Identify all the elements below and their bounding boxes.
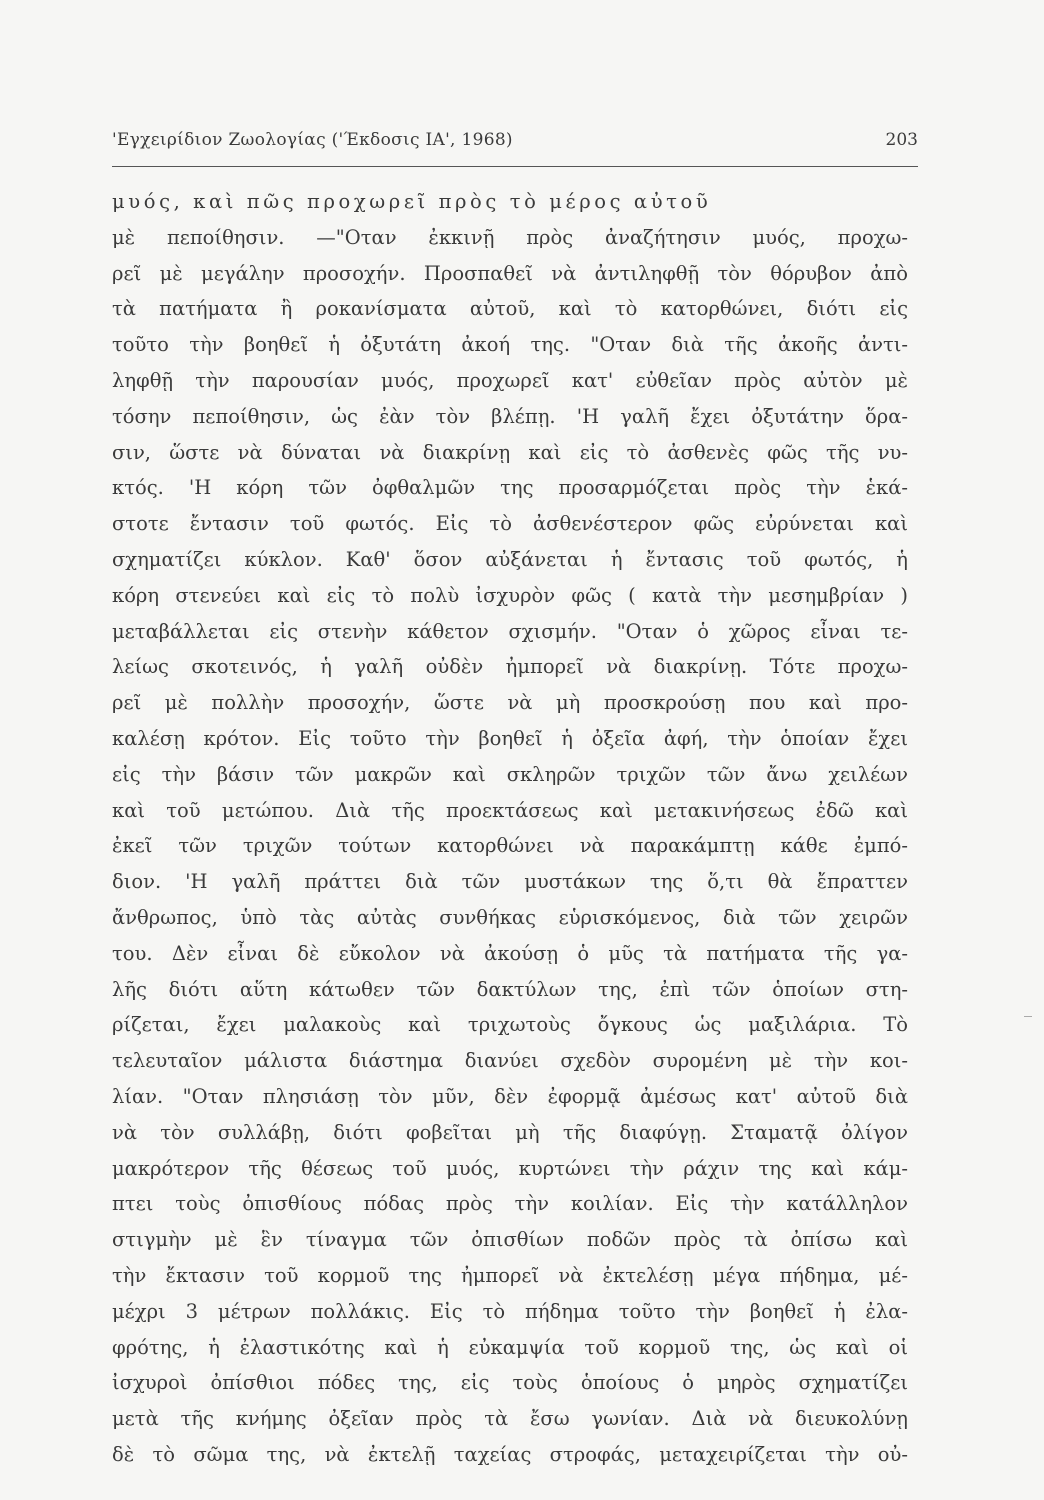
page-number: 203: [885, 130, 918, 150]
text-line: λίαν. "Οταν πλησιάσῃ τὸν μῦν, δὲν ἐφορμᾷ ἀμέσως κατ' αὐτοῦ διὰ: [112, 1084, 908, 1108]
text-line: στιγμὴν μὲ ἓν τίναγμα τῶν ὀπισθίων ποδῶν πρὸς τὰ ὀπίσω καὶ: [112, 1228, 908, 1252]
text-line: τοῦτο τὴν βοηθεῖ ἡ ὀξυτάτη ἀκοή της. "Οταν διὰ τῆς ἀκοῆς ἀντι-: [112, 333, 908, 357]
text-line: φρότης, ἡ ἐλαστικότης καὶ ἡ εὐκαμψία τοῦ κορμοῦ της, ὡς καὶ οἱ: [112, 1335, 908, 1359]
text-line: δὲ τὸ σῶμα της, νὰ ἐκτελῇ ταχείας στροφάς, μεταχειρίζεται τὴν οὐ-: [112, 1442, 908, 1466]
text-line: σιν, ὥστε νὰ δύναται νὰ διακρίνῃ καὶ εἰς τὸ ἀσθενὲς φῶς τῆς νυ-: [112, 440, 908, 464]
text-line: διον. 'Η γαλῆ πράττει διὰ τῶν μυστάκων της ὅ,τι θὰ ἔπραττεν: [112, 870, 908, 894]
body-text: [112, 184, 908, 1473]
text-line: μυός, καὶ πῶς προχωρεῖ πρὸς τὸ μέρος αὐτοῦ: [112, 190, 712, 213]
text-line: ρεῖ μὲ πολλὴν προσοχήν, ὥστε νὰ μὴ προσκρούσῃ που καὶ προ-: [112, 691, 908, 715]
text-line: καὶ τοῦ μετώπου. Διὰ τῆς προεκτάσεως καὶ μετακινήσεως ἐδῶ καὶ: [112, 798, 908, 822]
text-line: τὴν ἔκτασιν τοῦ κορμοῦ της ἠμπορεῖ νὰ ἐκτελέσῃ μέγα πήδημα, μέ-: [112, 1263, 908, 1287]
margin-mark: [1024, 1016, 1032, 1017]
text-line: ἰσχυροὶ ὀπίσθιοι πόδες της, εἰς τοὺς ὁποίους ὁ μηρὸς σχηματίζει: [112, 1371, 908, 1395]
text-line: τελευταῖον μάλιστα διάστημα διανύει σχεδὸν συρομένη μὲ τὴν κοι-: [112, 1049, 908, 1073]
text-line: εἰς τὴν βάσιν τῶν μακρῶν καὶ σκληρῶν τριχῶν τῶν ἄνω χειλέων: [112, 762, 908, 786]
text-line: μεταβάλλεται εἰς στενὴν κάθετον σχισμήν. "Οταν ὁ χῶρος εἶναι τε-: [112, 619, 908, 643]
header-rule: [112, 166, 918, 167]
text-line: τόσην πεποίθησιν, ὡς ἐὰν τὸν βλέπῃ. 'Η γαλῆ ἔχει ὀξυτάτην ὅρα-: [112, 404, 908, 428]
text-line: ρίζεται, ἔχει μαλακοὺς καὶ τριχωτοὺς ὄγκους ὡς μαξιλάρια. Τὸ: [112, 1013, 908, 1037]
text-line: του. Δὲν εἶναι δὲ εὔκολον νὰ ἀκούσῃ ὁ μῦς τὰ πατήματα τῆς γα-: [112, 941, 908, 965]
running-head: [112, 130, 918, 160]
text-line: ἄνθρωπος, ὑπὸ τὰς αὐτὰς συνθήκας εὑρισκόμενος, διὰ τῶν χειρῶν: [112, 905, 908, 929]
text-line: τὰ πατήματα ἢ ροκανίσματα αὐτοῦ, καὶ τὸ κατορθώνει, διότι εἰς: [112, 297, 908, 321]
text-line: μέχρι 3 μέτρων πολλάκις. Εἰς τὸ πήδημα τοῦτο τὴν βοηθεῖ ἡ ἐλα-: [112, 1299, 908, 1323]
text-line: ληφθῇ τὴν παρουσίαν μυός, προχωρεῖ κατ' εὐθεῖαν πρὸς αὐτὸν μὲ: [112, 368, 908, 392]
text-line: ρεῖ μὲ μεγάλην προσοχήν. Προσπαθεῖ νὰ ἀντιληφθῇ τὸν θόρυβον ἀπὸ: [112, 261, 908, 285]
text-line: νὰ τὸν συλλάβῃ, διότι φοβεῖται μὴ τῆς διαφύγῃ. Σταματᾷ ὀλίγον: [112, 1120, 908, 1144]
text-line: στοτε ἔντασιν τοῦ φωτός. Εἰς τὸ ἀσθενέστερον φῶς εὐρύνεται καὶ: [112, 512, 908, 536]
running-head-title: 'Εγχειρίδιον Ζωολογίας ('Έκδοσις ΙΑ', 1968): [112, 130, 513, 150]
text-line: μὲ πεποίθησιν. —"Οταν ἐκκινῇ πρὸς ἀναζήτησιν μυός, προχω-: [112, 225, 908, 249]
text-line: μετὰ τῆς κνήμης ὀξεῖαν πρὸς τὰ ἔσω γωνίαν. Διὰ νὰ διευκολύνῃ: [112, 1407, 908, 1431]
text-line: καλέσῃ κρότον. Εἰς τοῦτο τὴν βοηθεῖ ἡ ὀξεῖα ἀφή, τὴν ὁποίαν ἔχει: [112, 726, 908, 750]
text-line: σχηματίζει κύκλον. Καθ' ὅσον αὐξάνεται ἡ ἔντασις τοῦ φωτός, ἡ: [112, 547, 908, 571]
text-line: λείως σκοτεινός, ἡ γαλῆ οὐδὲν ἠμπορεῖ νὰ διακρίνῃ. Τότε προχω-: [112, 655, 908, 679]
text-line: πτει τοὺς ὀπισθίους πόδας πρὸς τὴν κοιλίαν. Εἰς τὴν κατάλληλον: [112, 1192, 908, 1216]
text-line: μακρότερον τῆς θέσεως τοῦ μυός, κυρτώνει τὴν ράχιν της καὶ κάμ-: [112, 1156, 908, 1180]
text-line: κόρη στενεύει καὶ εἰς τὸ πολὺ ἰσχυρὸν φῶς ( κατὰ τὴν μεσημβρίαν ): [112, 583, 908, 607]
text-line: ἐκεῖ τῶν τριχῶν τούτων κατορθώνει νὰ παρακάμπτῃ κάθε ἐμπό-: [112, 834, 908, 858]
text-line: κτός. 'Η κόρη τῶν ὀφθαλμῶν της προσαρμόζεται πρὸς τὴν ἑκά-: [112, 476, 908, 500]
text-line: λῆς διότι αὕτη κάτωθεν τῶν δακτύλων της, ἐπὶ τῶν ὁποίων στη-: [112, 977, 908, 1001]
